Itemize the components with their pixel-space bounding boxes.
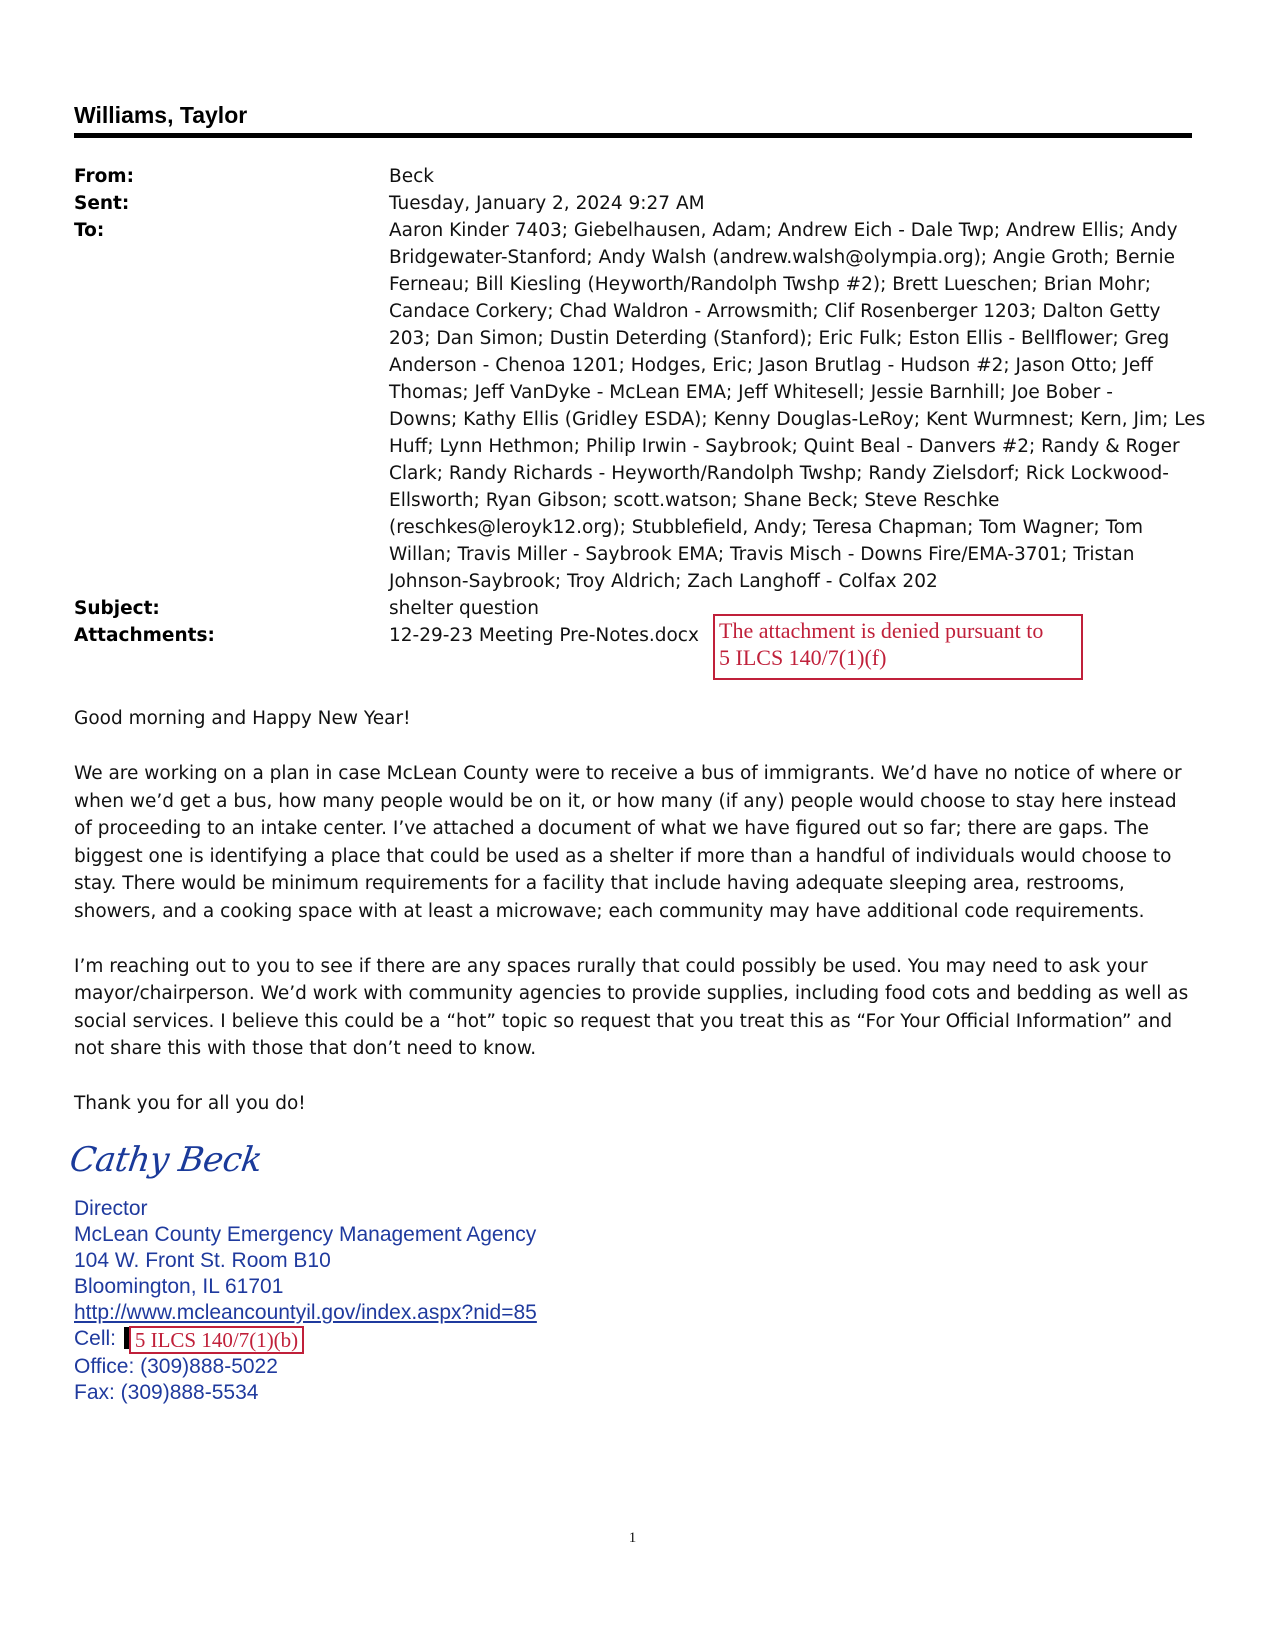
closing: Thank you for all you do! <box>74 1093 306 1114</box>
page-number: 1 <box>628 1530 637 1546</box>
to-line: Ferneau; Bill Kiesling (Heyworth/Randolph Twshp #2); Brett Lueschen; Brian Mohr; <box>389 274 1151 295</box>
signature-block <box>74 1196 537 1406</box>
sig-office: Office: (309)888-5022 <box>74 1355 278 1378</box>
attachment-filename[interactable]: 12-29-23 Meeting Pre-Notes.docx <box>389 625 699 646</box>
from-label: From: <box>74 166 134 187</box>
sent-label: Sent: <box>74 193 130 214</box>
to-line: Candace Corkery; Chad Waldron - Arrowsmith; Clif Rosenberger 1203; Dalton Getty <box>389 301 1161 322</box>
sig-fax: Fax: (309)888-5534 <box>74 1381 259 1404</box>
to-line: Aaron Kinder 7403; Giebelhausen, Adam; Andrew Eich - Dale Twp; Andrew Ellis; Andy <box>389 220 1178 241</box>
sent-row <box>74 190 1184 217</box>
body-paragraph: I’m reaching out to you to see if there are any spaces rurally that could possibly be used. You may need to ask your mayor/chairperson. We’d work with community agencies to provide supplies, including food cots and bedding as well as social services. I believe this could be a “hot” topic so request that you treat this as “For Your Official Information” and not share this with those that don’t need to know. <box>74 955 1189 1059</box>
from-row <box>74 163 1184 190</box>
to-line: Huff; Lynn Hethmon; Philip Irwin - Saybrook; Quint Beal - Danvers #2; Randy & Roger <box>389 436 1180 457</box>
to-row <box>74 217 1206 595</box>
to-recipients <box>389 217 1205 595</box>
to-line: Anderson - Chenoa 1201; Hodges, Eric; Jason Brutlag - Hudson #2; Jason Otto; Jeff <box>389 355 1153 376</box>
to-line: Clark; Randy Richards - Heyworth/Randolph Twshp; Randy Zielsdorf; Rick Lockwood- <box>389 463 1169 484</box>
to-line: Thomas; Jeff VanDyke - McLean EMA; Jeff Whitesell; Jessie Barnhill; Joe Bober - <box>389 382 1113 403</box>
to-line: Bridgewater-Stanford; Andy Walsh (andrew.walsh@olympia.org); Angie Groth; Bernie <box>389 247 1175 268</box>
attachments-label: Attachments: <box>74 625 215 646</box>
redaction-text-line: 5 ILCS 140/7(1)(f) <box>719 645 887 670</box>
to-line: Johnson-Saybrook; Troy Aldrich; Zach Langhoff - Colfax 202 <box>389 571 938 592</box>
from-value: Beck <box>389 166 434 187</box>
sent-value: Tuesday, January 2, 2024 9:27 AM <box>389 193 705 214</box>
sig-cell-line <box>74 1326 537 1354</box>
subject-value: shelter question <box>389 598 539 619</box>
body-paragraph: We are working on a plan in case McLean County were to receive a bus of immigrants. We’d have no notice of where or when we’d get a bus, how many people would be on it, or how many (if any) people would choose to stay here instead of proceeding to an intake center. I’ve attached a document of what we have figured out so far; there are gaps. The biggest one is identifying a place that could be used as a shelter if more than a handful of individuals would choose to stay. There would be minimum requirements for a facility that include having adequate sleeping area, restrooms, showers, and a cooking space with at least a microwave; each community may have additional code requirements. <box>74 763 1182 922</box>
subject-label: Subject: <box>74 598 160 619</box>
email-body <box>74 705 1194 1145</box>
sig-address-2: Bloomington, IL 61701 <box>74 1275 284 1298</box>
sig-address-1: 104 W. Front St. Room B10 <box>74 1249 331 1272</box>
to-line: Ellsworth; Ryan Gibson; scott.watson; Shane Beck; Steve Reschke <box>389 490 1000 511</box>
cell-redaction-box: 5 ILCS 140/7(1)(b) <box>129 1326 304 1354</box>
to-line: (reschkes@leroyk12.org); Stubblefield, Andy; Teresa Chapman; Tom Wagner; Tom <box>389 517 1144 538</box>
redaction-text-line: The attachment is denied pursuant to <box>719 618 1044 643</box>
greeting: Good morning and Happy New Year! <box>74 708 411 729</box>
agency-website-link[interactable]: http://www.mcleancountyil.gov/index.aspx?nid=85 <box>74 1301 537 1324</box>
handwritten-signature: Cathy Beck <box>67 1140 265 1180</box>
to-label: To: <box>74 220 105 241</box>
cell-label: Cell: <box>74 1327 117 1350</box>
to-line: 203; Dan Simon; Dustin Deterding (Stanford); Eric Fulk; Eston Ellis - Bellflower; Greg <box>389 328 1170 349</box>
attachment-redaction-box <box>713 614 1083 680</box>
record-owner-title: Williams, Taylor <box>74 102 248 128</box>
email-header <box>74 163 1206 649</box>
to-line: Downs; Kathy Ellis (Gridley ESDA); Kenny Douglas-LeRoy; Kent Wurmnest; Kern, Jim; Les <box>389 409 1206 430</box>
sig-title: Director <box>74 1197 148 1220</box>
to-line: Willan; Travis Miller - Saybrook EMA; Travis Misch - Downs Fire/EMA-3701; Tristan <box>389 544 1135 565</box>
title-divider <box>74 133 1192 138</box>
sig-agency: McLean County Emergency Management Agency <box>74 1223 537 1246</box>
